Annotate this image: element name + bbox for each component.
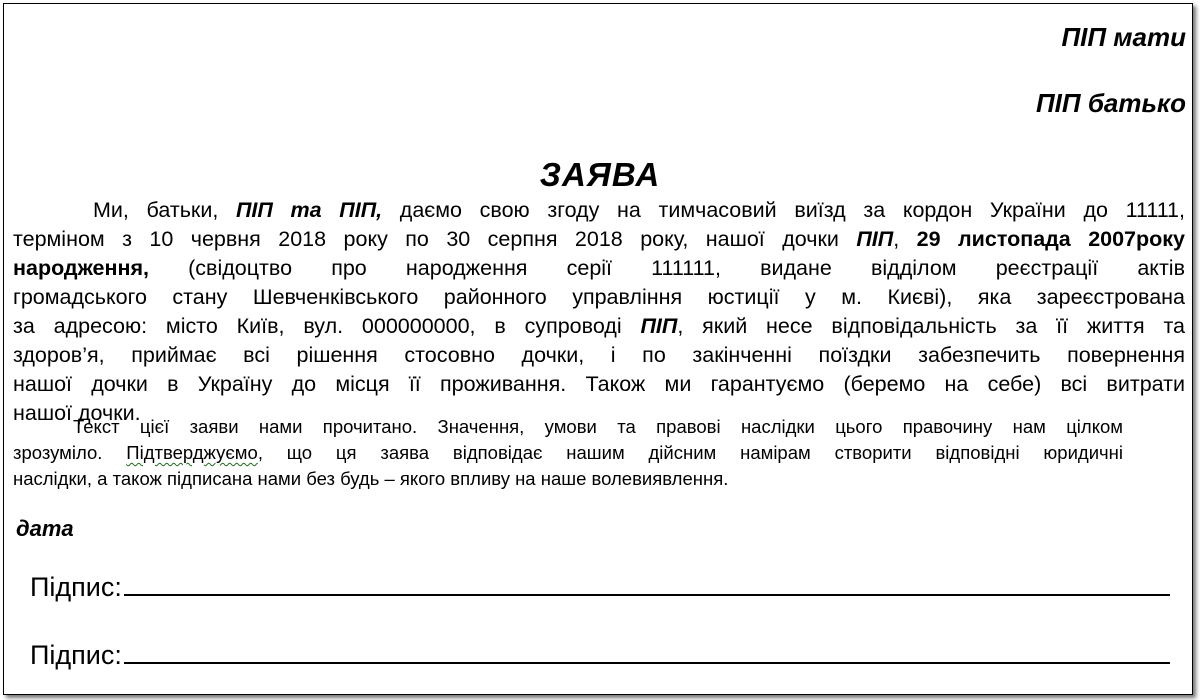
mother-name-placeholder: ПІП мати <box>1061 22 1186 52</box>
consent-paragraph <box>13 196 1185 428</box>
paragraph-line: терміном з 10 червня 2018 року по 30 серпня 2018 року, нашої дочки ПІП, 29 листопада 2007року <box>13 227 1186 251</box>
paragraph-line: громадського стану Шевченківського районного управління юстиції у м. Києві), яка зареєстрована <box>13 285 1185 309</box>
paragraph-line: народження, (свідоцтво про народження серії 111111, видане відділом реєстрації актів <box>13 256 1185 280</box>
signature-row <box>30 640 1170 671</box>
spellcheck-marked-word: Підтверджуємо <box>126 442 258 463</box>
paragraph-line: Ми, батьки, ПІП та ПІП, даємо свою згоду на тимчасовий виїзд за кордон України до 11111, <box>93 198 1185 222</box>
date-label: дата <box>16 516 74 541</box>
signature-label: Підпис: <box>30 640 122 670</box>
father-name-placeholder: ПІП батько <box>1035 88 1186 118</box>
birth-date: 29 листопада 2007року <box>916 227 1186 251</box>
paragraph-line: зрозуміло. Підтверджуємо, що ця заява відповідає нашим дійсним намірам створити відповідні юридичні <box>13 442 1123 463</box>
signature-label: Підпис: <box>30 572 122 602</box>
signature-row <box>30 572 1170 603</box>
daughter-name-placeholder: ПІП <box>856 227 894 251</box>
escort-name-placeholder: ПІП <box>640 314 678 338</box>
paragraph-line: наслідки, а також підписана нами без будь – якого впливу на наше волевиявлення. <box>13 468 729 489</box>
parents-names-placeholder: ПІП та ПІП, <box>235 198 383 222</box>
document-title: ЗАЯВА <box>539 156 661 193</box>
signature-line[interactable] <box>124 640 1170 664</box>
paragraph-line: за адресою: місто Київ, вул. 000000000, в супроводі ПІП, який несе відповідальність за її життя та <box>13 314 1186 338</box>
acknowledgement-paragraph <box>13 414 1123 492</box>
paragraph-line: Текст цієї заяви нами прочитано. Значення, умови та правові наслідки цього правочину нам цілком <box>73 416 1123 437</box>
paragraph-line: здоров’я, приймає всі рішення стосовно дочки, і по закінченні поїздки забезпечить повернення <box>13 343 1185 367</box>
signature-line[interactable] <box>124 572 1170 596</box>
paragraph-line: нашої дочки в Україну до місця її проживання. Також ми гарантуємо (беремо на себе) всі витрати <box>13 372 1185 396</box>
paragraph-line: нашої дочки. <box>13 401 141 425</box>
